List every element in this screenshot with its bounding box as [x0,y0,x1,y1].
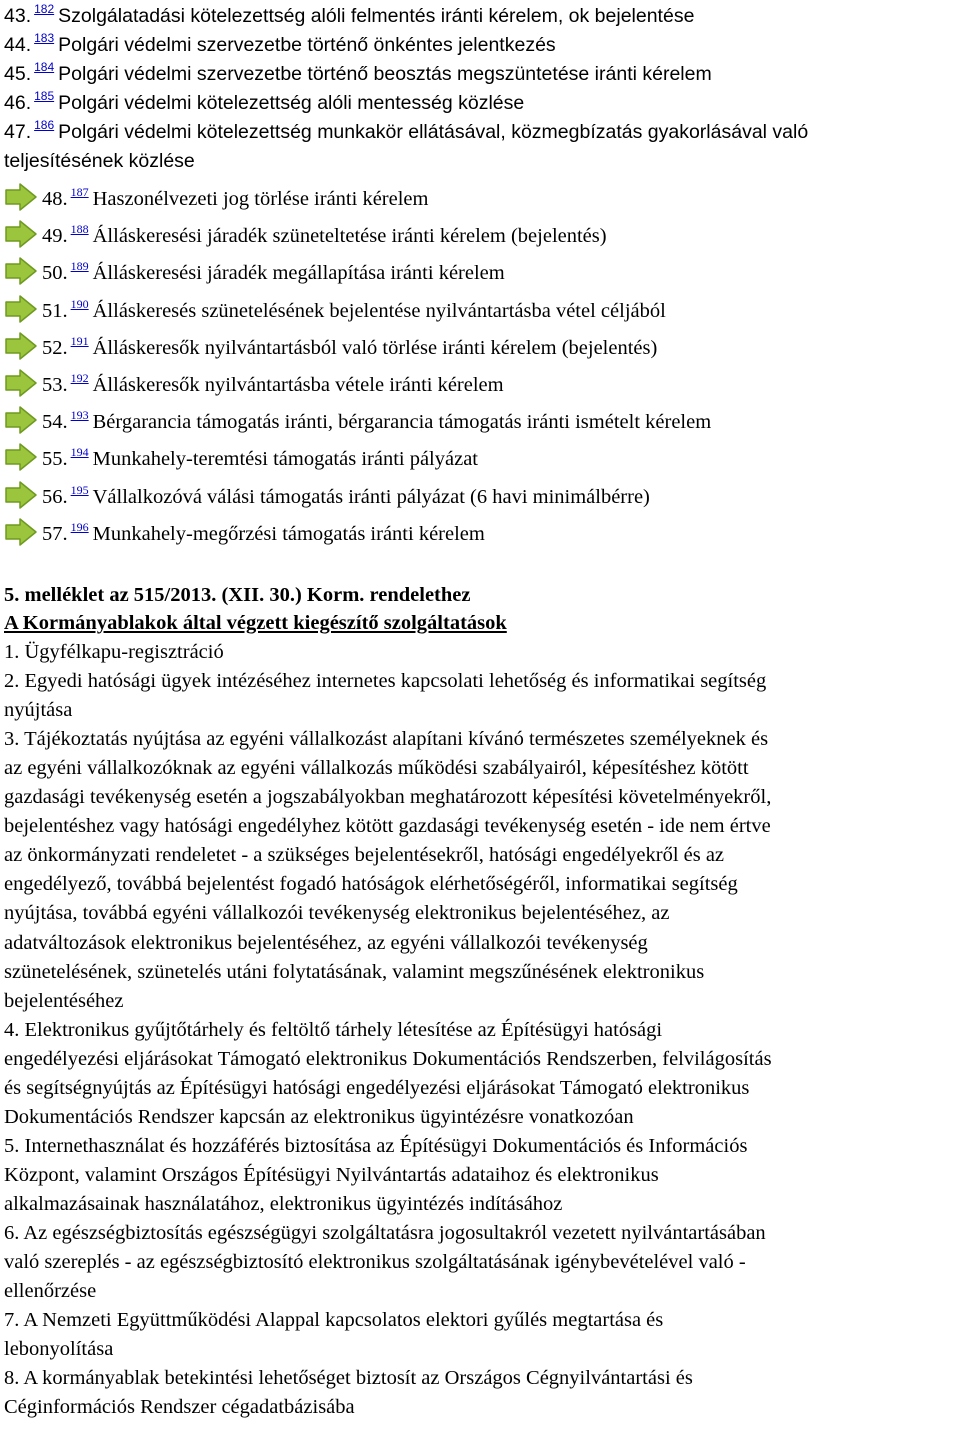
annex-line: nyújtása [4,699,73,722]
item-number: 50. [42,262,68,285]
annex-line: nyújtása, továbbá egyéni vállalkozói tevékenység elektronikus bejelentéséhez, az [4,902,670,925]
list-item [4,333,960,360]
arrow-right-icon [4,182,38,212]
arrow-right-icon [4,256,38,286]
footnote-link[interactable]: 184 [34,60,55,74]
annex-line: 2. Egyedi hatósági ügyek intézéséhez internetes kapcsolati lehetőség és informatikai segítség [4,670,767,693]
annex-line: 3. Tájékoztatás nyújtása az egyéni vállalkozást alapítani kívánó természetes személyeknek és [4,728,769,751]
footnote-link[interactable]: 188 [70,222,89,237]
arrow-right-icon [4,219,38,249]
annex-line: bejelentéséhez [4,989,124,1012]
item-text: Álláskeresési járadék megállapítása iránti kérelem [92,262,505,285]
annex-title: 5. melléklet az 515/2013. (XII. 30.) Korm. rendelethez [4,584,471,606]
list-item [4,31,960,57]
item-text: Polgári védelmi szervezetbe történő beosztás megszüntetése iránti kérelem [58,63,712,85]
annex-line: alkalmazásainak használatához, elektronikus ügyintézés indításához [4,1192,563,1215]
footnote-link[interactable]: 183 [34,31,55,45]
list-item [4,408,960,434]
item-number: 47. [4,121,32,143]
footnote-link[interactable]: 196 [70,519,89,534]
footnote-link[interactable]: 186 [34,118,55,132]
annex-line: 8. A kormányablak betekintési lehetőséget biztosít az Országos Cégnyilvántartási és [4,1367,693,1390]
item-text: Vállalkozóvá válási támogatás iránti pályázat (6 havi minimálbérre) [92,485,650,508]
list-item [4,2,960,28]
list-item [4,445,960,471]
annex-line: bejelentéshez vagy hatósági engedélyhez kötött gazdasági tevékenység esetén - ide nem értve [4,815,771,838]
item-number: 45. [4,63,32,85]
list-item [4,60,960,86]
arrow-right-icon [4,442,38,472]
annex-line: 6. Az egészségbiztosítás egészségügyi szolgáltatásra jogosultakról vezetett nyilvántartásában [4,1222,766,1244]
footnote-link[interactable]: 185 [34,89,55,103]
annex-line: 5. Internethasználat és hozzáférés biztosítása az Építésügyi Dokumentációs és Információs [4,1134,748,1157]
item-number: 46. [4,92,32,114]
footnote-link[interactable]: 182 [34,2,55,16]
arrow-right-icon [4,331,38,361]
annex-line: az önkormányzati rendeletet - a szükséges bejelentésekről, hatósági engedélyekről és az [4,844,725,867]
footnote-link[interactable]: 194 [70,445,89,460]
item-number: 49. [42,225,68,248]
footnote-link[interactable]: 190 [70,296,89,311]
list-item [4,185,960,211]
list-item [4,118,960,144]
item-number: 55. [42,448,68,471]
item-text: Polgári védelmi szervezetbe történő önkéntes jelentkezés [58,34,556,56]
annex-line: Céginformációs Rendszer cégadatbázisába [4,1396,355,1419]
item-number: 57. [42,522,68,545]
annex-line: Dokumentációs Rendszer kapcsán az elektronikus ügyintézésre vonatkozóan [4,1105,634,1128]
item-text: Álláskeresési járadék szüneteltetése iránti kérelem (bejelentés) [92,225,607,248]
list-item-continuation [4,150,960,173]
list-item [4,296,960,323]
arrow-right-icon [4,294,38,324]
footnote-link[interactable]: 189 [70,259,89,274]
annex-line: való szereplés - az egészségbiztosító elektronikus szolgáltatásának igénybevételével való - [4,1251,746,1274]
footnote-link[interactable]: 187 [70,185,89,199]
list-item [4,482,960,509]
annex-line: lebonyolítása [4,1338,114,1361]
item-text: Haszonélvezeti jog törlése iránti kérelem [92,188,429,210]
annex-line: szünetelésének, szünetelés utáni folytatásának, valamint megszűnésének elektronikus [4,960,705,983]
annex-line: 4. Elektronikus gyűjtőtárhely és feltöltő tárhely létesítése az Építésügyi hatósági [4,1018,663,1041]
item-text: Szolgálatadási kötelezettség alóli felmentés iránti kérelem, ok bejelentése [58,5,695,27]
item-text: Polgári védelmi kötelezettség munkakör ellátásával, közmegbízatás gyakorlásával való [58,121,809,143]
annex-line: gazdasági tevékenység esetén a jogszabályokban meghatározott képesítési követelményekről, [4,786,772,809]
annex-line: ellenőrzése [4,1280,97,1303]
annex-line: Központ, valamint Országos Építésügyi Nyilvántartás adataihoz és elektronikus [4,1163,659,1186]
list-item [4,519,960,546]
item-number: 43. [4,5,32,27]
annex-line: az egyéni vállalkozóknak az egyéni vállalkozás működési szabályairól, képesítéshez kötött [4,757,749,780]
item-text: Munkahely-teremtési támogatás iránti pályázat [92,448,478,471]
item-text: Álláskeresők nyilvántartásból való törlése iránti kérelem (bejelentés) [92,336,658,359]
footnote-link[interactable]: 193 [70,408,89,423]
footnote-link[interactable]: 192 [70,371,89,385]
item-number: 48. [42,188,68,210]
item-text: Álláskeresés szünetelésének bejelentése nyilvántartásba vétel céljából [92,299,666,322]
item-number: 51. [42,299,68,322]
annex-line: 1. Ügyfélkapu-regisztráció [4,641,224,663]
annex-line: és segítségnyújtás az Építésügyi hatósági engedélyezési eljárásokat Támogató elektronikus [4,1076,750,1099]
item-number: 54. [42,411,68,434]
item-text: teljesítésének közlése [4,150,195,172]
item-number: 52. [42,336,68,359]
footnote-link[interactable]: 191 [70,333,89,348]
arrow-right-icon [4,517,38,547]
item-number: 44. [4,34,32,56]
arrow-right-icon [4,480,38,510]
list-item [4,371,960,397]
arrow-right-icon [4,405,38,435]
item-number: 53. [42,374,68,396]
item-text: Polgári védelmi kötelezettség alóli mentesség közlése [58,92,525,114]
item-text: Bérgarancia támogatás iránti, bérgarancia támogatás iránti ismételt kérelem [92,411,712,434]
annex-line: adatváltozások elektronikus bejelentéséhez, az egyéni vállalkozói tevékenység [4,931,648,954]
item-text: Munkahely-megőrzési támogatás iránti kérelem [92,522,485,545]
annex-subtitle: A Kormányablakok által végzett kiegészítő szolgáltatások [4,612,507,634]
item-number: 56. [42,485,68,508]
annex-line: engedélyező, továbbá bejelentést fogadó hatóságok elérhetőségéről, informatikai segítség [4,873,738,896]
annex-line: engedélyezési eljárásokat Támogató elektronikus Dokumentációs Rendszerben, felvilágosítás [4,1047,772,1070]
item-text: Álláskeresők nyilvántartásba vétele iránti kérelem [92,374,504,396]
list-item [4,259,960,285]
arrow-right-icon [4,368,38,398]
list-item [4,222,960,248]
annex-line: 7. A Nemzeti Együttműködési Alappal kapcsolatos elektori gyűlés megtartása és [4,1309,664,1332]
footnote-link[interactable]: 195 [70,482,89,497]
list-item [4,89,960,115]
